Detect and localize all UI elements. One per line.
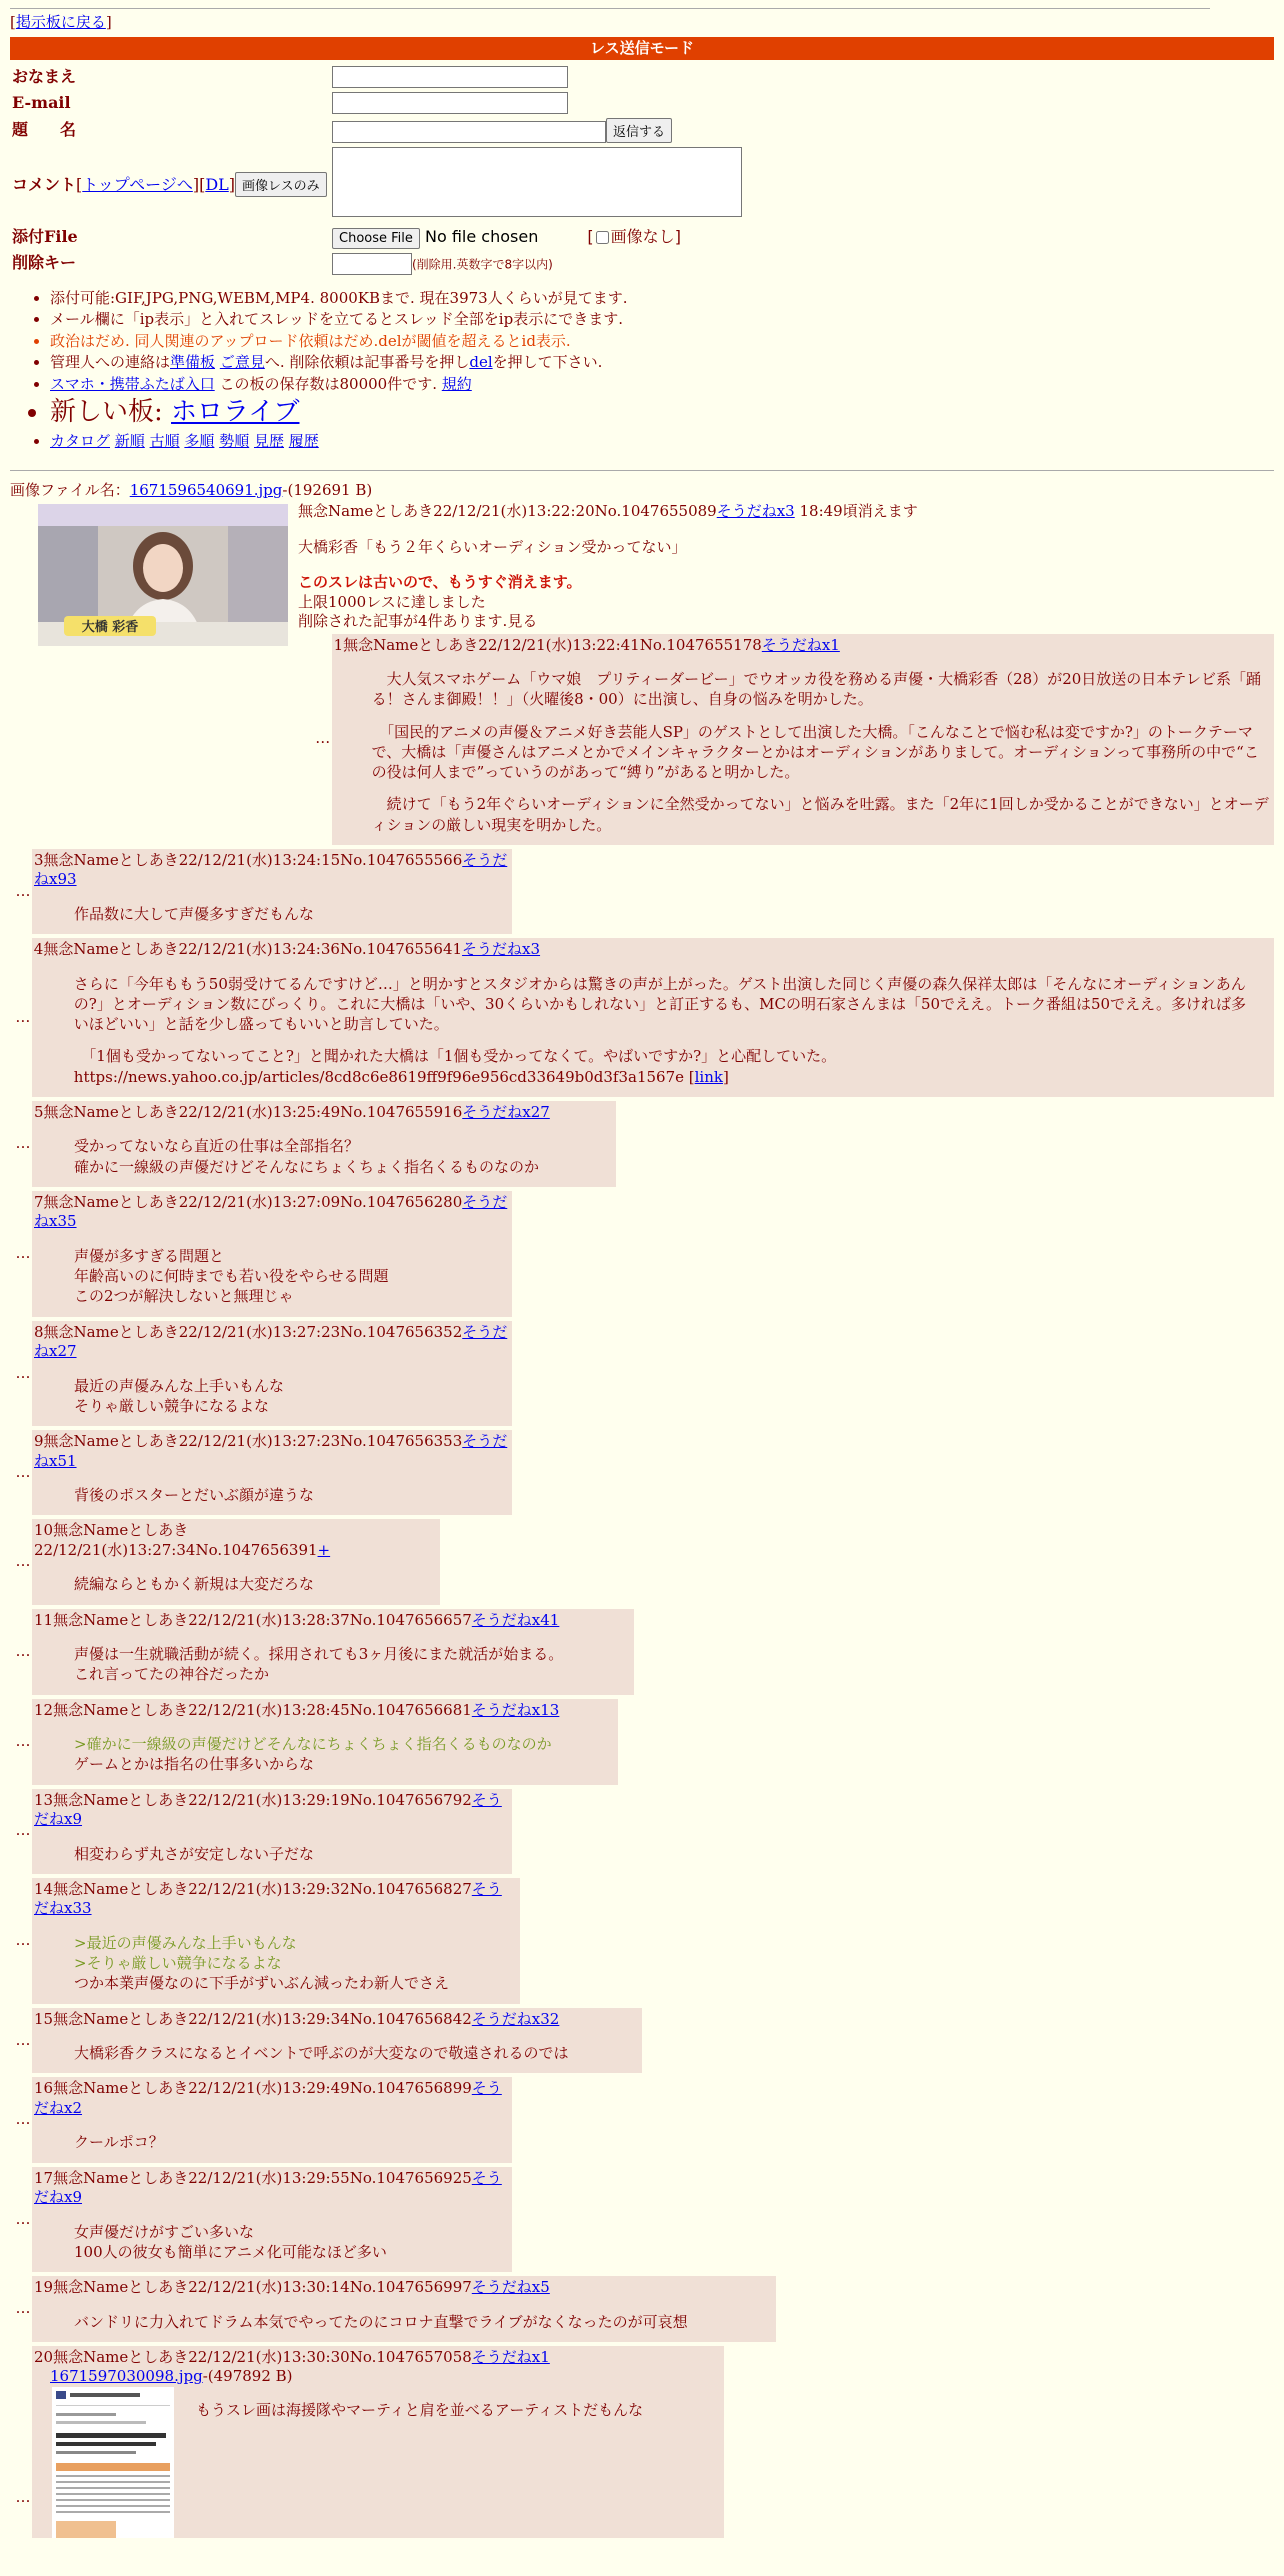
back-nav: [掲示板に戻る] <box>10 13 112 31</box>
sodane-button[interactable]: そうだねx27 <box>34 1322 508 1361</box>
reply-row: … 15無念Nameとしあき22/12/21(水)13:29:34No.1047656842そうだねx32 大橋彩香クラスになるとイベントで呼ぶのが大変なので敬遠されるのでは <box>8 2008 1274 2074</box>
reply-cell <box>32 2167 512 2273</box>
image-only-button[interactable]: 画像レスのみ <box>235 172 327 197</box>
quote-line: >そりゃ厳しい競争になるよな <box>74 1954 282 1973</box>
sodane-button[interactable]: そうだねx51 <box>34 1432 508 1470</box>
no-image-checkbox[interactable] <box>596 231 609 244</box>
reply-header: 7無念Nameとしあき22/12/21(水)13:27:09No.1047656280そうだねx35 <box>34 1192 508 1231</box>
reply-cell <box>32 1101 616 1187</box>
op-thumbnail-caption: 大橋 彩香 <box>81 620 139 636</box>
reply-body: >最近の声優みんな上手いもんな >そりゃ厳しい競争になるよな つか本業声優なのに下手がずいぶん減ったわ新人でさえ <box>74 1933 516 1994</box>
reply-cell <box>32 849 512 934</box>
reply-file-info: 1671597030098.jpg-(497892 B) <box>50 2367 293 2386</box>
sort-momentum-link[interactable]: 勢順 <box>219 432 250 451</box>
rule-item: • 政治はだめ. 同人関連のアップロード依頼はだめ.delが閾値を超えるとid表示. <box>50 332 1274 352</box>
reply-cell <box>32 938 1274 1097</box>
reply-cell <box>32 2346 724 2538</box>
rule-item: • メール欄に「ip表示」と入れてスレッドを立てるとスレッド全部をip表示にできます. <box>50 310 1274 330</box>
sort-many-link[interactable]: 多順 <box>184 432 215 451</box>
mobile-entry-link[interactable]: スマホ・携帯ふたば入口 <box>50 374 215 393</box>
reply-header: 12無念Nameとしあき22/12/21(水)13:28:45No.1047656681そうだねx13 <box>34 1700 560 1719</box>
reply-row: … 17無念Nameとしあき22/12/21(水)13:29:55No.1047656925そうだねx9 女声優だけがすごい多いな 100人の彼女も簡単にアニメ化可能なほど多い <box>8 2167 1274 2273</box>
reply-row: … 19無念Nameとしあき22/12/21(水)13:30:14No.1047656997そうだねx5 バンドリに力入れてドラム本気でやってたのにコロナ直撃でライブがなくなったのが可哀想 <box>8 2276 1274 2342</box>
reply-row: … 7無念Nameとしあき22/12/21(水)13:27:09No.1047656280そうだねx35 声優が多すぎる問題と 年齢高いのに何時までも若い役をやらせる問題 この2つが解決しないと無理じゃ <box>8 1191 1274 1317</box>
reply-thumbnail[interactable] <box>52 2387 174 2538</box>
sodane-button[interactable]: そうだねx9 <box>34 2168 502 2207</box>
reply-cell <box>32 2077 512 2162</box>
reply-header: 4無念Nameとしあき22/12/21(水)13:24:36No.1047655641そうだねx3 <box>33 940 541 959</box>
feedback-link[interactable]: ご意見 <box>219 353 265 372</box>
subject-input[interactable] <box>332 121 606 143</box>
reply-cell <box>32 1609 634 1695</box>
sodane-button[interactable]: そうだねx1 <box>471 2347 550 2366</box>
reply-header: 19無念Nameとしあき22/12/21(水)13:30:14No.1047656997そうだねx5 <box>34 2278 550 2297</box>
del-link[interactable]: del <box>469 353 493 372</box>
file-label: 添付File <box>12 227 78 247</box>
reply-cell <box>32 1321 512 1427</box>
reply-row: … 13無念Nameとしあき22/12/21(水)13:29:19No.1047656792そうだねx9 相変わらず丸さが安定しない子だな <box>8 1789 1274 1874</box>
reply-header: 13無念Nameとしあき22/12/21(水)13:29:19No.1047656792そうだねx9 <box>34 1790 502 1829</box>
new-board-item: • 新しい板: ホロライブ <box>50 396 1274 430</box>
sodane-button[interactable]: そうだねx33 <box>34 1879 502 1918</box>
reply-body: 受かってないなら直近の仕事は全部指名？ 確かに一線級の声優だけどそんなにちょくちょく指名くるものなのか <box>74 1137 540 1176</box>
reply-cell <box>32 1789 512 1874</box>
op-header: 無念Nameとしあき22/12/21(水)13:22:20No.1047655089そうだねx3 18:49頃消えます <box>298 502 918 521</box>
reply-body: 声優は一生就職活動が続く。採用されても3ヶ月後にまた就活が始まる。 これ言ってたの神谷だったか <box>74 1645 564 1684</box>
reply-row: … 5無念Nameとしあき22/12/21(水)13:25:49No.1047655916そうだねx27 受かってないなら直近の仕事は全部指名？ 確かに一線級の声優だけどそんなにちょくちょく指名くるものなのか <box>8 1101 1274 1187</box>
reply-body: 背後のポスターとだいぶ顔が違うな <box>74 1486 315 1505</box>
subject-label: 題 名 <box>12 120 77 140</box>
replies <box>8 634 1274 2538</box>
quote-line: >最近の声優みんな上手いもんな <box>74 1933 297 1952</box>
reply-row: … 16無念Nameとしあき22/12/21(水)13:29:49No.1047656899そうだねx2 クールポコ？ <box>8 2077 1274 2162</box>
source-link[interactable]: link <box>694 1067 723 1086</box>
reply-row <box>308 634 1274 845</box>
reply-header: 1無念Nameとしあき22/12/21(水)13:22:41No.1047655178そうだねx1 <box>333 635 840 654</box>
op-body: 大橋彩香「もう２年くらいオーディション受かってない」 <box>298 537 687 556</box>
catalog-link[interactable]: カタログ <box>50 432 111 451</box>
reply-row: … 11無念Nameとしあき22/12/21(水)13:28:37No.1047656657そうだねx41 声優は一生就職活動が続く。採用されても3ヶ月後にまた就活が始まる。 これ言ってたの神谷だったか <box>8 1609 1274 1695</box>
delkey-label: 削除キー <box>12 253 77 273</box>
reply-row: … 9無念Nameとしあき22/12/21(水)13:27:23No.1047656353そうだねx51 背後のポスターとだいぶ顔が違うな <box>8 1430 1274 1515</box>
reply-row: … 10無念Nameとしあき22/12/21(水)13:27:34No.1047656391+ 続編ならともかく新規は大変だろな <box>8 1519 1274 1604</box>
reply-header: 15無念Nameとしあき22/12/21(水)13:29:34No.1047656842そうだねx32 <box>34 2009 560 2028</box>
comment-label: コメント <box>12 175 77 195</box>
reply-row: … 8無念Nameとしあき22/12/21(水)13:27:23No.1047656352そうだねx27 最近の声優みんな上手いもんな そりゃ厳しい競争になるよな <box>8 1321 1274 1427</box>
rule-item: • スマホ・携帯ふたば入口 この板の保存数は80000件です. 規約 <box>50 375 1274 395</box>
expire-warning: このスレは古いので、もうすぐ消えます。 <box>298 573 582 592</box>
reply-body: クールポコ？ <box>74 2133 164 2152</box>
submit-reply-button[interactable]: 返信する <box>606 118 672 143</box>
sodane-button[interactable]: そうだねx93 <box>34 850 508 889</box>
email-input[interactable] <box>332 92 568 114</box>
reply-header: 8無念Nameとしあき22/12/21(水)13:27:23No.1047656352そうだねx27 <box>34 1322 508 1361</box>
deleted-notice: 削除された記事が4件あります.見る <box>298 612 538 631</box>
sodane-button[interactable]: そうだねx27 <box>462 1102 550 1121</box>
no-file-text: No file chosen <box>424 226 539 246</box>
reply-row: … 4無念Nameとしあき22/12/21(水)13:24:36No.1047655641そうだねx3 さらに「今年ももう50弱受けてるんですけど…」と明かすとスタジオからは驚きの声が上がった。ゲスト出演した同じく声優の森久保祥太郎は「そんなにオーディションあんの?」とオーディション数にびっくり。これに大橋は「いや、30くらいかもしれない」と訂正するも、MCの明石家さんまは「50でええ。トーク番組は50でええ。多ければ多いほどいい」と話を少し盛ってもいいと助言していた。 「1個も受かってないってこと?」と聞かれた大橋は「1個も受かってなくて。やばいですか?」と心配していた。 https://news.yahoo.co.jp/articles/8cd8c6e8619ff9f96e956cd33649b0d3f3a1567e [link] <box>8 938 1274 1097</box>
sodane-button[interactable]: そうだねx32 <box>471 2009 560 2028</box>
op-thumbnail[interactable] <box>38 504 288 646</box>
reply-body: >確かに一線級の声優だけどそんなにちょくちょく指名くるものなのか ゲームとかは指名の仕事多いからな <box>74 1734 614 1775</box>
rule-item: • 管理人への連絡は準備板 ご意見へ. 削除依頼は記事番号を押しdelを押して下さい. <box>50 353 1274 373</box>
sodane-button[interactable]: そうだねx5 <box>471 2278 550 2297</box>
sodane-button[interactable]: そうだねx35 <box>34 1192 508 1231</box>
sodane-button[interactable]: そうだねx3 <box>716 502 795 521</box>
op-file-link[interactable]: 1671596540691.jpg <box>129 480 283 499</box>
reply-row: … 3無念Nameとしあき22/12/21(水)13:24:15No.1047655566そうだねx93 作品数に大して声優多すぎだもんな <box>8 849 1274 934</box>
reply-body: 大橋彩香クラスになるとイベントで呼ぶのが大変なので敬遠されるのでは <box>74 2044 569 2063</box>
terms-link[interactable]: 規約 <box>441 374 472 393</box>
op-file-info: 画像ファイル名：1671596540691.jpg-(192691 B) <box>10 480 373 499</box>
sodane-button[interactable]: そうだねx9 <box>34 1790 502 1829</box>
reply-cell <box>32 1878 520 2004</box>
sodane-button[interactable]: そうだねx2 <box>34 2079 502 2117</box>
delkey-input[interactable] <box>332 253 412 275</box>
reply-header: 17無念Nameとしあき22/12/21(水)13:29:55No.1047656925そうだねx9 <box>34 2168 502 2207</box>
back-to-board-link[interactable]: 掲示板に戻る <box>15 13 106 31</box>
reply-body: 声優が多すぎる問題と 年齢高いのに何時までも若い役をやらせる問題 この2つが解決しないと無理じゃ <box>74 1246 389 1306</box>
sodane-button[interactable]: そうだねx41 <box>471 1610 560 1629</box>
reply-header: 5無念Nameとしあき22/12/21(水)13:25:49No.1047655916そうだねx27 <box>34 1102 550 1121</box>
sodane-button[interactable]: そうだねx13 <box>471 1700 560 1719</box>
reply-header: 9無念Nameとしあき22/12/21(水)13:27:23No.1047656353そうだねx51 <box>34 1432 508 1470</box>
reply-cell <box>32 2276 776 2342</box>
reply-header: 14無念Nameとしあき22/12/21(水)13:29:32No.1047656827そうだねx33 <box>34 1879 502 1918</box>
no-image-label: 画像なし <box>610 226 675 246</box>
reply-body: 大人気スマホゲーム「ウマ娘 プリティーダービー」でウオッカ役を務める声優・大橋彩香（28）が20日放送の日本テレビ系「踊る！さんま御殿！！」（火曜後8・00）に出演し、自身の悩みを明かした。 「国民的アニメの声優＆アニメ好き芸能人SP」のゲストとして出演した大橋。「こんなことで悩む私は変ですか?」のトークテーマで、大橋は「声優さんはアニメとかでメインキャラクターとかはオーディションがありまして。オーディションって事務所の中で“この役は何人まで”っていうのがあって“縛り”があると明かした。 続けて「もう2年ぐらいオーディションに全然受かってない」と悩みを吐露。また「2年に1回しか受かることができない」とオーディションの厳しい現実を明かした。 <box>371 670 1269 834</box>
prep-board-link[interactable]: 準備板 <box>170 353 216 372</box>
reply-body: 女声優だけがすごい多いな 100人の彼女も簡単にアニメ化可能なほど多い <box>74 2222 387 2261</box>
sort-new-link[interactable]: 新順 <box>114 432 145 451</box>
board-rules <box>10 289 1274 452</box>
comment-textarea[interactable] <box>332 147 742 217</box>
reply-body: バンドリに力入れてドラム本気でやってたのにコロナ直撃でライブがなくなったのが可哀想 <box>74 2312 688 2331</box>
content-divider <box>10 470 1274 471</box>
reply-header: 10無念Nameとしあき22/12/21(水)13:27:34No.1047656391+ <box>34 1521 331 1559</box>
reply-header: 20無念Nameとしあき22/12/21(水)13:30:30No.1047657058そうだねx1 <box>34 2347 550 2366</box>
top-divider <box>10 8 1210 9</box>
reply-header: 3無念Nameとしあき22/12/21(水)13:24:15No.1047655566そうだねx93 <box>34 850 508 889</box>
reply-cell <box>32 1191 512 1317</box>
history-link[interactable]: 履歴 <box>288 432 319 451</box>
choose-file-button[interactable]: Choose File <box>332 228 420 249</box>
reply-row: … 14無念Nameとしあき22/12/21(水)13:29:32No.1047656827そうだねx33 >最近の声優みんな上手いもんな >そりゃ厳しい競争になるよな つか本業声優なのに下手がずいぶん減ったわ新人でさえ <box>8 1878 1274 2004</box>
reply-body: さらに「今年ももう50弱受けてるんですけど…」と明かすとスタジオからは驚きの声が上がった。ゲスト出演した同じく声優の森久保祥太郎は「そんなにオーディションあんの?」とオーディション数にびっくり。これに大橋は「いや、30くらいかもしれない」と訂正するも、MCの明石家さんまは「50でええ。トーク番組は50でええ。多ければ多いほどいい」と話を少し盛ってもいいと助言していた。 「1個も受かってないってこと?」と聞かれた大橋は「1個も受かってなくて。やばいですか?」と心配していた。 https://news.yahoo.co.jp/articles/8cd8c6e8619ff9f96e956cd33649b0d3f3a1567e [link] <box>73 974 1246 1086</box>
quote-line: >確かに一線級の声優だけどそんなにちょくちょく指名くるものなのか <box>74 1735 552 1754</box>
reply-marker: … <box>315 729 331 748</box>
reply-cell <box>32 1519 440 1604</box>
limit-notice: 上限1000レスに達しました <box>298 592 486 611</box>
sodane-button[interactable]: + <box>317 1540 331 1559</box>
reply-header: 11無念Nameとしあき22/12/21(水)13:28:37No.1047656657そうだねx41 <box>34 1610 560 1629</box>
name-label: おなまえ <box>12 66 77 86</box>
reply-header: 16無念Nameとしあき22/12/21(水)13:29:49No.1047656899そうだねx2 <box>34 2079 502 2117</box>
reply-cell <box>32 1699 618 1785</box>
reply-cell <box>32 2008 642 2074</box>
dl-link[interactable]: DL <box>205 175 229 195</box>
nav-links <box>50 432 1274 452</box>
name-input[interactable] <box>332 66 568 88</box>
reply-body: 最近の声優みんな上手いもんな そりゃ厳しい競争になるよな <box>74 1376 285 1415</box>
reply-row: … 12無念Nameとしあき22/12/21(水)13:28:45No.1047656681そうだねx13 >確かに一線級の声優だけどそんなにちょくちょく指名くるものなのか ゲームとかは指名の仕事多いからな <box>8 1699 1274 1785</box>
sort-old-link[interactable]: 古順 <box>149 432 180 451</box>
op-post <box>28 502 1274 636</box>
reply-mode-bar: レス送信モード <box>10 37 1274 61</box>
email-label: E-mail <box>12 92 71 112</box>
reply-body: もうスレ画は海援隊やマーティと肩を並べるアーティストだもんな <box>196 2400 644 2419</box>
top-page-link[interactable]: トップページへ <box>82 175 193 195</box>
reply-cell <box>332 634 1274 845</box>
viewed-history-link[interactable]: 見歴 <box>253 432 284 451</box>
reply-row: … 20無念Nameとしあき22/12/21(水)13:30:30No.1047657058そうだねx1 1671597030098.jpg-(497892 B) もうスレ画は海援隊やマーティと肩を並べるアーティストだもんな <box>8 2346 1274 2538</box>
delkey-note: (削除用.英数字で8字以内) <box>412 257 553 272</box>
new-board-link[interactable]: ホロライブ <box>171 397 300 428</box>
reply-body: 続編ならともかく新規は大変だろな <box>74 1575 315 1594</box>
reply-body: 作品数に大して声優多すぎだもんな <box>74 904 315 923</box>
rule-item: • 添付可能:GIF,JPG,PNG,WEBM,MP4. 8000KBまで. 現在3973人くらいが見てます. <box>50 289 1274 309</box>
sodane-button[interactable]: そうだねx1 <box>761 635 840 654</box>
sodane-button[interactable]: そうだねx3 <box>462 940 541 959</box>
reply-cell <box>32 1430 512 1515</box>
reply-body: 相変わらず丸さが安定しない子だな <box>74 1844 315 1863</box>
post-form: おなまえ E-mail 題 名 返信する コメント[トップページへ][DL] 画像レスのみ 添付File Choose File No file chosen [ 画像なし] 削除キー (削除用.英数字で8字以内) <box>10 64 744 277</box>
reply-file-link[interactable]: 1671597030098.jpg <box>50 2367 203 2386</box>
